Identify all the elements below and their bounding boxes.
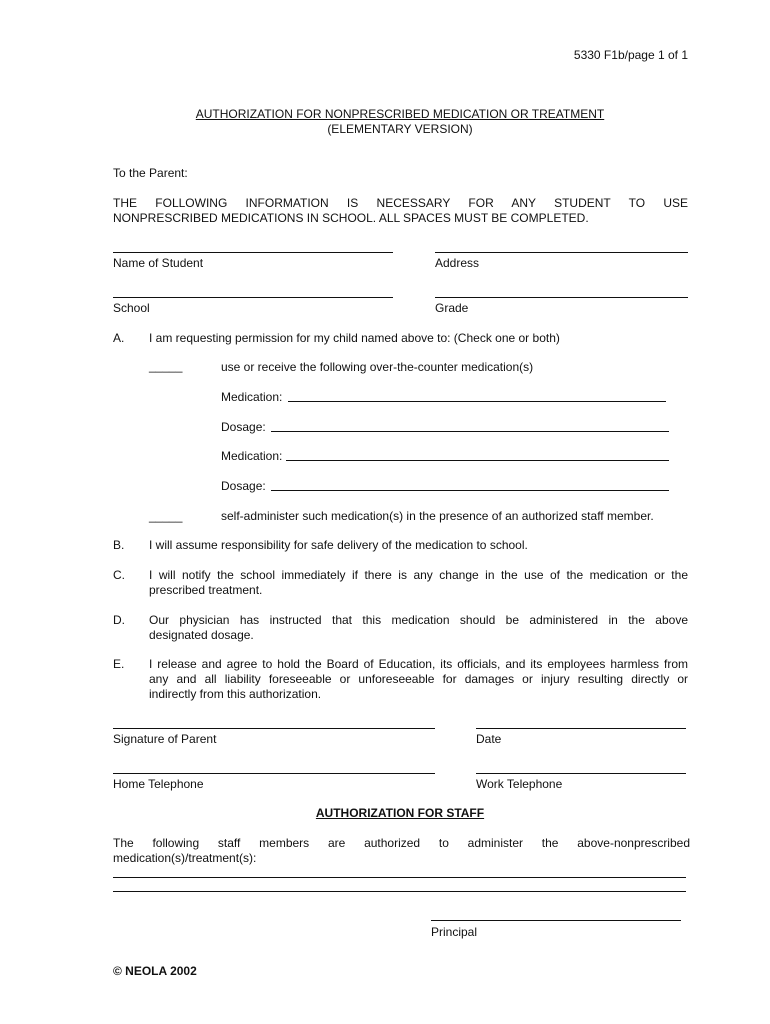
- home-telephone-label: Home Telephone: [113, 777, 204, 791]
- principal-label: Principal: [431, 925, 478, 939]
- form-subtitle: (ELEMENTARY VERSION): [327, 122, 473, 136]
- student-name-label: Name of Student: [113, 256, 204, 270]
- section-d-line-2: designated dosage.: [149, 628, 254, 642]
- home-telephone-field[interactable]: [113, 773, 435, 774]
- section-a-letter: A.: [113, 331, 125, 345]
- work-telephone-label: Work Telephone: [476, 777, 563, 791]
- school-field[interactable]: [113, 297, 393, 298]
- grade-field[interactable]: [435, 297, 688, 298]
- dosage-1-field[interactable]: [271, 431, 669, 432]
- address-label: Address: [435, 256, 480, 270]
- staff-member-field-2[interactable]: [113, 891, 686, 892]
- address-field[interactable]: [435, 252, 688, 253]
- section-d-line-1: Our physician has instructed that this medication should be administered in the above: [149, 613, 688, 627]
- staff-heading: AUTHORIZATION FOR STAFF: [315, 806, 485, 820]
- section-a-text: I am requesting permission for my child named above to: (Check one or both): [149, 331, 560, 345]
- form-title: AUTHORIZATION FOR NONPRESCRIBED MEDICATION OR TREATMENT: [195, 107, 605, 121]
- option-self-administer-checkbox[interactable]: _____: [149, 509, 183, 523]
- notice-line-1: THE FOLLOWING INFORMATION IS NECESSARY FOR ANY STUDENT TO USE: [113, 196, 688, 210]
- school-label: School: [113, 301, 150, 315]
- staff-text-line-1: The following staff members are authorized to administer the above-nonprescribed: [113, 836, 690, 850]
- salutation: To the Parent:: [113, 166, 188, 180]
- medication-2-label: Medication:: [221, 449, 283, 463]
- medication-1-label: Medication:: [221, 390, 283, 404]
- option-self-administer-label: self-administer such medication(s) in the presence of an authorized staff member.: [221, 509, 654, 523]
- section-d-letter: D.: [113, 613, 125, 627]
- medication-2-field[interactable]: [286, 460, 669, 461]
- section-e-letter: E.: [113, 657, 125, 671]
- date-label: Date: [476, 732, 502, 746]
- section-e-line-1: I release and agree to hold the Board of Education, its officials, and its employees harmless from: [149, 657, 688, 671]
- staff-member-field-1[interactable]: [113, 877, 686, 878]
- section-e-line-2: any and all liability foreseeable or unforeseeable for damages or injury resulting directly or: [149, 672, 688, 686]
- date-field[interactable]: [476, 728, 686, 729]
- parent-signature-label: Signature of Parent: [113, 732, 217, 746]
- option-otc-label: use or receive the following over-the-counter medication(s): [221, 360, 534, 374]
- staff-text-line-2: medication(s)/treatment(s):: [113, 851, 257, 865]
- section-c-line-2: prescribed treatment.: [149, 583, 263, 597]
- notice-line-2: NONPRESCRIBED MEDICATIONS IN SCHOOL. ALL SPACES MUST BE COMPLETED.: [113, 211, 589, 225]
- section-c-letter: C.: [113, 568, 125, 582]
- section-e-line-3: indirectly from this authorization.: [149, 687, 322, 701]
- parent-signature-field[interactable]: [113, 728, 435, 729]
- medication-1-field[interactable]: [288, 401, 666, 402]
- dosage-2-label: Dosage:: [221, 479, 266, 493]
- principal-signature-field[interactable]: [431, 920, 681, 921]
- section-b-letter: B.: [113, 538, 125, 552]
- dosage-2-field[interactable]: [271, 490, 669, 491]
- section-c-line-1: I will notify the school immediately if there is any change in the use of the medication or the: [149, 568, 688, 582]
- dosage-1-label: Dosage:: [221, 420, 266, 434]
- work-telephone-field[interactable]: [476, 773, 686, 774]
- page-reference: 5330 F1b/page 1 of 1: [573, 48, 688, 62]
- copyright: © NEOLA 2002: [113, 964, 197, 978]
- student-name-field[interactable]: [113, 252, 393, 253]
- option-otc-checkbox[interactable]: _____: [149, 359, 183, 373]
- grade-label: Grade: [435, 301, 469, 315]
- section-b-text: I will assume responsibility for safe delivery of the medication to school.: [149, 538, 528, 552]
